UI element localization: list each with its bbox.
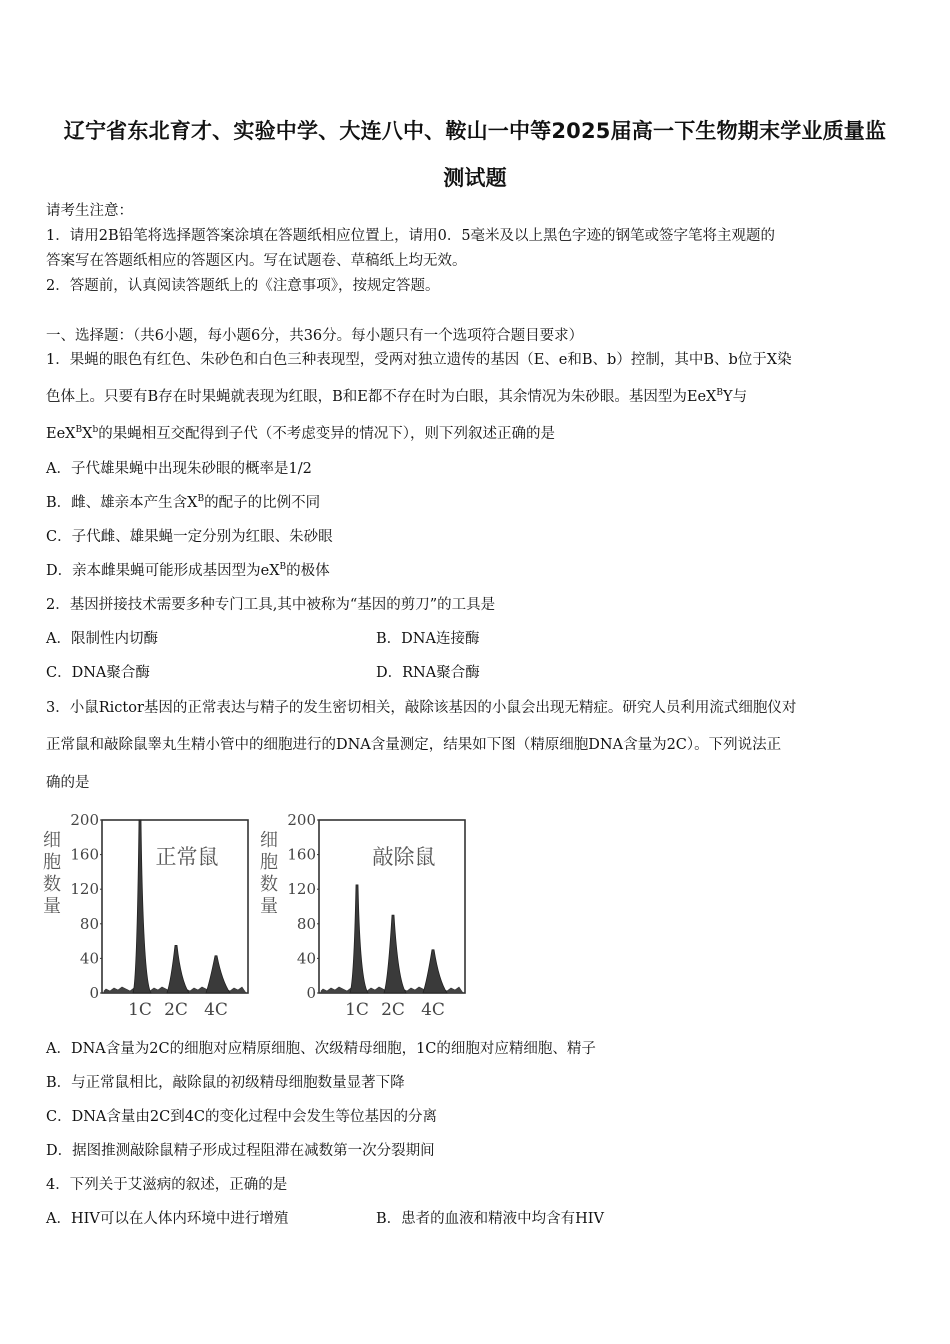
panel-title: 正常鼠 [155, 845, 219, 869]
q4-stem: 4．下列关于艾滋病的叙述，正确的是 [46, 1177, 288, 1193]
dna-content-figure [40, 808, 480, 1023]
y-tick-label: 40 [296, 949, 316, 968]
q1-option-d: D．亲本雌果蝇可能形成基因型为$eX^B$的极体 [46, 562, 330, 579]
notice-item2: 2．答题前，认真阅读答题纸上的《注意事项》，按规定答题。 [46, 278, 440, 294]
exam-title-line2: 测试题 [443, 166, 507, 190]
q4-option-b: B．患者的血液和精液中均含有HIV [376, 1211, 604, 1227]
y-tick-label: 80 [296, 914, 316, 933]
y-axis-label-char: 数 [43, 874, 61, 895]
x-tick-label: 2C [164, 1000, 188, 1020]
y-axis-label-char: 量 [260, 896, 278, 917]
q3-line3: 确的是 [46, 775, 90, 791]
y-tick-label: 200 [70, 811, 99, 829]
x-tick-label: 4C [204, 1000, 228, 1020]
q3-option-d: D．据图推测敲除鼠精子形成过程阻滞在减数第一次分裂期间 [46, 1143, 435, 1159]
q2-option-b: B．DNA连接酶 [376, 631, 480, 647]
notice-item1a: 1．请用2B铅笔将选择题答案涂填在答题纸相应位置上，请用0．5毫米及以上黑色字迹的钢笔或签字笔将主观题的 [46, 228, 776, 244]
y-axis-label-char: 胞 [43, 852, 61, 873]
y-axis-label-char: 细 [260, 830, 278, 851]
y-axis-label-char: 数 [260, 874, 278, 895]
q3-option-c: C．DNA含量由2C到4C的变化过程中会发生等位基因的分离 [46, 1109, 438, 1125]
y-axis-label-char: 胞 [260, 852, 278, 873]
q1-option-a: A．子代雄果蝇中出现朱砂眼的概率是1/2 [46, 461, 312, 477]
x-tick-label: 4C [421, 1000, 445, 1020]
y-tick-label: 200 [287, 811, 316, 829]
y-axis-label-char: 量 [43, 896, 61, 917]
y-tick-label: 120 [287, 880, 316, 899]
y-tick-label: 40 [79, 949, 99, 968]
y-tick-label: 120 [70, 880, 99, 899]
q1-option-c: C．子代雌、雄果蝇一定分别为红眼、朱砂眼 [46, 529, 333, 545]
q3-option-b: B．与正常鼠相比，敲除鼠的初级精母细胞数量显著下降 [46, 1075, 405, 1091]
notice-heading: 请考生注意： [46, 203, 133, 219]
q1-line3: $EeX^BX^b$的果蝇相互交配得到子代（不考虑变异的情况下），则下列叙述正确的是 [46, 425, 555, 442]
y-axis-label-char: 细 [43, 830, 61, 851]
panel-title: 敲除鼠 [372, 845, 436, 869]
y-tick-label: 0 [89, 984, 99, 1002]
q1-line2: 色体上。只要有B存在时果蝇就表现为红眼，B和E都不存在时为白眼，其余情况为朱砂眼。基因型为EeX$^B$Y与 [46, 388, 748, 405]
q2-stem: 2．基因拼接技术需要多种专门工具,其中被称为“基因的剪刀”的工具是 [46, 597, 496, 613]
section-heading: 一、选择题：（共6小题，每小题6分，共36分。每小题只有一个选项符合题目要求） [46, 328, 584, 344]
x-tick-label: 1C [128, 1000, 152, 1020]
q4-option-a: A．HIV可以在人体内环境中进行增殖 [46, 1211, 289, 1227]
y-tick-label: 0 [306, 984, 316, 1002]
y-tick-label: 160 [70, 845, 99, 864]
y-tick-label: 160 [287, 845, 316, 864]
histogram-panel-2 [260, 811, 465, 1020]
x-tick-label: 2C [381, 1000, 405, 1020]
q3-line2: 正常鼠和敲除鼠睾丸生精小管中的细胞进行的DNA含量测定，结果如下图（精原细胞DNA含量为2C）。下列说法正 [46, 737, 782, 753]
exam-title-line1: 辽宁省东北育才、实验中学、大连八中、鞍山一中等2025届高一下生物期末学业质量监 [63, 119, 887, 143]
x-tick-label: 1C [345, 1000, 369, 1020]
q2-option-a: A．限制性内切酶 [46, 631, 158, 647]
q3-line1: 3．小鼠Rictor基因的正常表达与精子的发生密切相关，敲除该基因的小鼠会出现无精症。研究人员利用流式细胞仪对 [46, 700, 797, 716]
q1-option-b: B．雌、雄亲本产生含$X^B$的配子的比例不同 [46, 494, 321, 511]
y-tick-label: 80 [79, 914, 99, 933]
q3-option-a: A．DNA含量为2C的细胞对应精原细胞、次级精母细胞，1C的细胞对应精细胞、精子 [46, 1041, 596, 1057]
notice-item1b: 答案写在答题纸相应的答题区内。写在试题卷、草稿纸上均无效。 [46, 253, 467, 269]
q2-option-c: C．DNA聚合酶 [46, 665, 150, 681]
q1-line1: 1．果蝇的眼色有红色、朱砂色和白色三种表现型，受两对独立遗传的基因（E、e和B、b）控制，其中B、b位于X染 [46, 352, 792, 368]
q2-option-d: D．RNA聚合酶 [376, 665, 480, 681]
histogram-panel-1 [43, 811, 248, 1020]
